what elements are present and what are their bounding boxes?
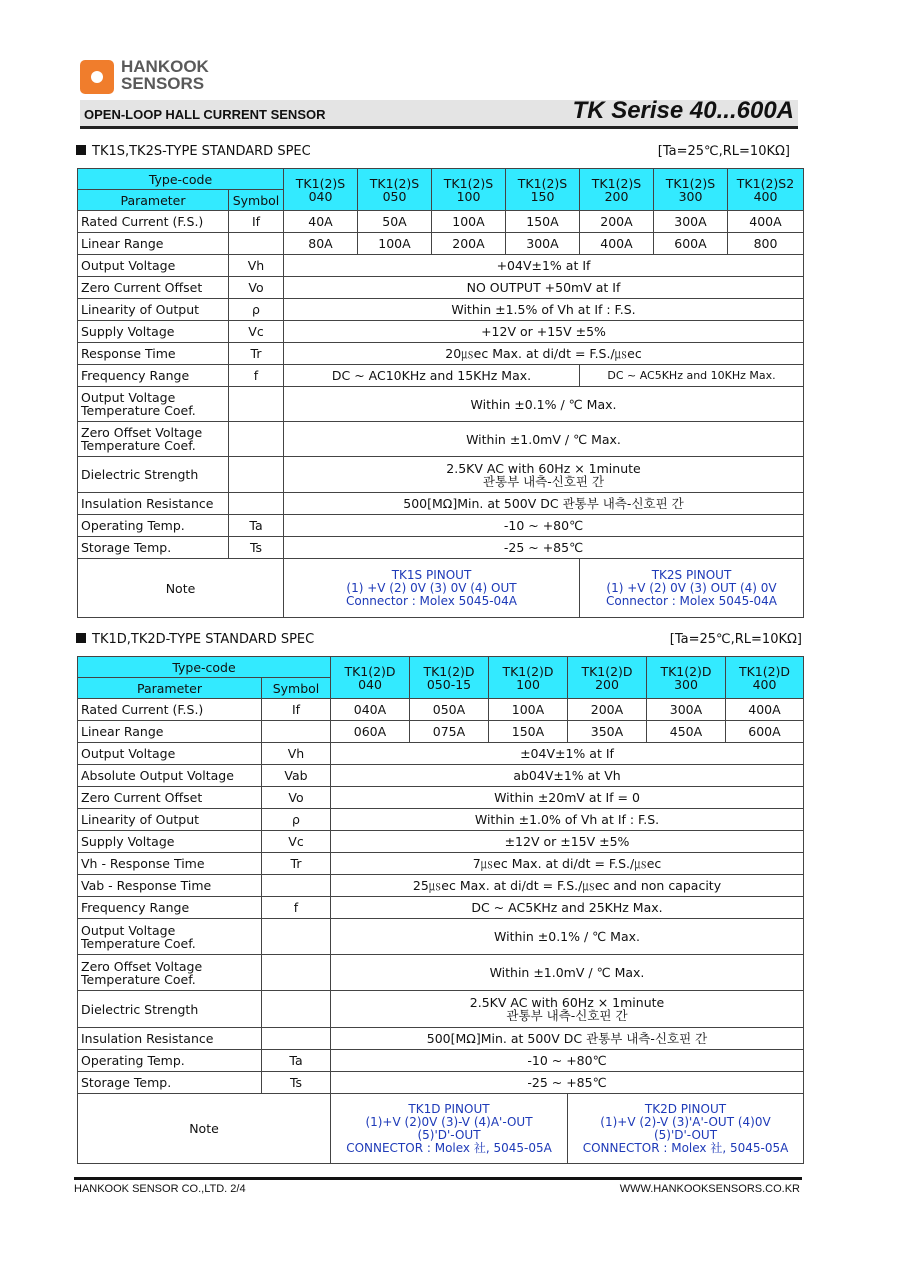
symbol-cell: Tr <box>229 343 284 365</box>
value-cell: 7㎲ec Max. at di/dt = F.S./㎲ec <box>331 853 804 875</box>
model-header: TK1(2)S 040 <box>284 169 358 211</box>
param-cell: Zero Offset Voltage Temperature Coef. <box>78 422 229 457</box>
table-row <box>78 255 804 277</box>
table-row <box>78 387 804 422</box>
param-cell: Frequency Range <box>78 365 229 387</box>
value-cell: 500[MΩ]Min. at 500V DC 관통부 내측-신호핀 간 <box>331 1028 804 1050</box>
symbol-cell: If <box>262 699 331 721</box>
symbol-cell <box>229 493 284 515</box>
table-row <box>78 787 804 809</box>
logo-line-2: SENSORS <box>121 74 205 93</box>
param-cell: Output Voltage Temperature Coef. <box>78 919 262 955</box>
value-cell: Within ±20mV at If = 0 <box>331 787 804 809</box>
table-row <box>78 211 804 233</box>
table-row <box>78 1072 804 1094</box>
table-row <box>78 919 804 955</box>
param-cell: Linearity of Output <box>78 299 229 321</box>
type-code-header: Type-code <box>78 657 331 678</box>
param-cell: Linear Range <box>78 233 229 255</box>
note-label: Note <box>78 559 284 618</box>
section1-title <box>76 144 311 159</box>
section1-title-text: TK1S,TK2S-TYPE STANDARD SPEC <box>92 144 311 159</box>
param-cell: Supply Voltage <box>78 831 262 853</box>
value-cell: +12V or +15V ±5% <box>284 321 804 343</box>
value-cell: 300A <box>647 699 726 721</box>
table-row <box>78 422 804 457</box>
table-row <box>78 721 804 743</box>
symbol-cell: Vab <box>262 765 331 787</box>
table-row <box>78 1094 804 1164</box>
symbol-cell: Vc <box>229 321 284 343</box>
pinout-tk2s: TK2S PINOUT (1) +V (2) 0V (3) OUT (4) 0V Connector : Molex 5045-04A <box>580 559 804 618</box>
table-row <box>78 277 804 299</box>
symbol-cell: Vc <box>262 831 331 853</box>
param-cell: Output Voltage Temperature Coef. <box>78 387 229 422</box>
section2-condition: [Ta=25℃,RL=10KΩ] <box>669 632 802 647</box>
param-cell: Rated Current (F.S.) <box>78 211 229 233</box>
value-cell: NO OUTPUT +50mV at If <box>284 277 804 299</box>
value-cell: 600A <box>726 721 804 743</box>
symbol-header: Symbol <box>229 190 284 211</box>
param-cell: Insulation Resistance <box>78 493 229 515</box>
logo-mark-icon <box>80 60 114 94</box>
pinout-tk2d: TK2D PINOUT (1)+V (2)-V (3)'A'-OUT (4)0V (5)'D'-OUT CONNECTOR : Molex 社, 5045-05A <box>568 1094 804 1164</box>
value-cell: 80A <box>284 233 358 255</box>
document-title: TK Serise 40...600A <box>572 97 794 124</box>
symbol-cell: ρ <box>229 299 284 321</box>
value-cell: DC ~ AC10KHz and 15KHz Max. <box>284 365 580 387</box>
document-subtitle: OPEN-LOOP HALL CURRENT SENSOR <box>84 107 326 122</box>
model-header: TK1(2)S 300 <box>654 169 728 211</box>
table-row <box>78 233 804 255</box>
symbol-cell <box>262 1028 331 1050</box>
table-row <box>78 765 804 787</box>
table-row <box>78 831 804 853</box>
value-cell: 2.5KV AC with 60Hz × 1minute 관통부 내측-신호핀 간 <box>284 457 804 493</box>
table-row <box>78 809 804 831</box>
model-header: TK1(2)S 200 <box>580 169 654 211</box>
parameter-header: Parameter <box>78 678 262 699</box>
value-cell: 200A <box>432 233 506 255</box>
value-cell: 150A <box>489 721 568 743</box>
parameter-header: Parameter <box>78 190 229 211</box>
value-cell: DC ~ AC5KHz and 25KHz Max. <box>331 897 804 919</box>
table-row <box>78 321 804 343</box>
param-cell: Vab - Response Time <box>78 875 262 897</box>
symbol-cell: Ta <box>229 515 284 537</box>
value-cell: Within ±1.0% of Vh at If : F.S. <box>331 809 804 831</box>
pinout-tk1d: TK1D PINOUT (1)+V (2)0V (3)-V (4)A'-OUT (5)'D'-OUT CONNECTOR : Molex 社, 5045-05A <box>331 1094 568 1164</box>
section2-title <box>76 632 314 647</box>
param-cell: Linearity of Output <box>78 809 262 831</box>
table-row <box>78 537 804 559</box>
param-cell: Storage Temp. <box>78 1072 262 1094</box>
value-cell: 075A <box>410 721 489 743</box>
param-cell: Response Time <box>78 343 229 365</box>
param-cell: Operating Temp. <box>78 1050 262 1072</box>
table-row <box>78 743 804 765</box>
value-cell: -25 ~ +85℃ <box>284 537 804 559</box>
value-cell: DC ~ AC5KHz and 10KHz Max. <box>580 365 804 387</box>
bullet-square-icon <box>76 633 86 643</box>
value-cell: 40A <box>284 211 358 233</box>
model-header: TK1(2)S 050 <box>358 169 432 211</box>
value-cell: 450A <box>647 721 726 743</box>
model-header: TK1(2)D 040 <box>331 657 410 699</box>
value-cell: 040A <box>331 699 410 721</box>
model-header: TK1(2)D 400 <box>726 657 804 699</box>
value-cell: 350A <box>568 721 647 743</box>
param-cell: Absolute Output Voltage <box>78 765 262 787</box>
symbol-cell: Vh <box>229 255 284 277</box>
value-cell: ±12V or ±15V ±5% <box>331 831 804 853</box>
symbol-cell <box>229 457 284 493</box>
param-cell: Storage Temp. <box>78 537 229 559</box>
symbol-header: Symbol <box>262 678 331 699</box>
value-cell: -10 ~ +80℃ <box>284 515 804 537</box>
param-cell: Frequency Range <box>78 897 262 919</box>
value-cell: 25㎲ec Max. at di/dt = F.S./㎲ec and non capacity <box>331 875 804 897</box>
value-cell: Within ±0.1% / ℃ Max. <box>284 387 804 422</box>
symbol-cell: Vh <box>262 743 331 765</box>
value-cell: 100A <box>432 211 506 233</box>
symbol-cell: Vo <box>229 277 284 299</box>
bullet-square-icon <box>76 145 86 155</box>
param-cell: Operating Temp. <box>78 515 229 537</box>
section1-condition: [Ta=25℃,RL=10KΩ] <box>657 144 790 159</box>
symbol-cell: Vo <box>262 787 331 809</box>
table-row <box>78 515 804 537</box>
value-cell: 150A <box>506 211 580 233</box>
model-header: TK1(2)S 100 <box>432 169 506 211</box>
pinout-tk1s: TK1S PINOUT (1) +V (2) 0V (3) 0V (4) OUT Connector : Molex 5045-04A <box>284 559 580 618</box>
symbol-cell <box>229 422 284 457</box>
symbol-cell: Ta <box>262 1050 331 1072</box>
section2-title-text: TK1D,TK2D-TYPE STANDARD SPEC <box>92 632 315 647</box>
param-cell: Zero Current Offset <box>78 277 229 299</box>
symbol-cell <box>262 721 331 743</box>
value-cell: -10 ~ +80℃ <box>331 1050 804 1072</box>
table-row <box>78 457 804 493</box>
table-row <box>78 991 804 1028</box>
value-cell: Within ±1.5% of Vh at If : F.S. <box>284 299 804 321</box>
symbol-cell <box>262 991 331 1028</box>
param-cell: Dielectric Strength <box>78 991 262 1028</box>
value-cell: 300A <box>506 233 580 255</box>
logo-line-1: HANKOOK <box>121 57 209 76</box>
footer-website: WWW.HANKOOKSENSORS.CO.KR <box>619 1183 800 1195</box>
value-cell: 20㎲ec Max. at di/dt = F.S./㎲ec <box>284 343 804 365</box>
symbol-cell: f <box>229 365 284 387</box>
model-header: TK1(2)S 150 <box>506 169 580 211</box>
param-cell: Supply Voltage <box>78 321 229 343</box>
param-cell: Vh - Response Time <box>78 853 262 875</box>
footer-company: HANKOOK SENSOR CO.,LTD. 2/4 <box>74 1183 246 1195</box>
value-cell: ab04V±1% at Vh <box>331 765 804 787</box>
param-cell: Zero Offset Voltage Temperature Coef. <box>78 955 262 991</box>
symbol-cell: If <box>229 211 284 233</box>
spec-table-tk1d-tk2d <box>77 656 804 1164</box>
symbol-cell <box>262 919 331 955</box>
table-row <box>78 343 804 365</box>
table-row <box>78 493 804 515</box>
value-cell: 600A <box>654 233 728 255</box>
note-label: Note <box>78 1094 331 1164</box>
symbol-cell <box>229 387 284 422</box>
value-cell: 500[MΩ]Min. at 500V DC 관통부 내측-신호핀 간 <box>284 493 804 515</box>
model-header: TK1(2)D 200 <box>568 657 647 699</box>
type-code-header: Type-code <box>78 169 284 190</box>
value-cell: 100A <box>489 699 568 721</box>
param-cell: Insulation Resistance <box>78 1028 262 1050</box>
symbol-cell: Ts <box>262 1072 331 1094</box>
spec-table-tk1s-tk2s <box>77 168 804 618</box>
param-cell: Zero Current Offset <box>78 787 262 809</box>
value-cell: 200A <box>568 699 647 721</box>
value-cell: Within ±1.0mV / ℃ Max. <box>284 422 804 457</box>
value-cell: +04V±1% at If <box>284 255 804 277</box>
value-cell: 300A <box>654 211 728 233</box>
symbol-cell: Ts <box>229 537 284 559</box>
logo-text <box>121 58 209 92</box>
value-cell: 200A <box>580 211 654 233</box>
table-row <box>78 559 804 618</box>
value-cell: 060A <box>331 721 410 743</box>
symbol-cell <box>262 875 331 897</box>
table-row <box>78 955 804 991</box>
param-cell: Output Voltage <box>78 743 262 765</box>
table-row <box>78 299 804 321</box>
value-cell: ±04V±1% at If <box>331 743 804 765</box>
value-cell: 400A <box>726 699 804 721</box>
symbol-cell <box>262 955 331 991</box>
param-cell: Rated Current (F.S.) <box>78 699 262 721</box>
value-cell: 050A <box>410 699 489 721</box>
value-cell: 100A <box>358 233 432 255</box>
symbol-cell: Tr <box>262 853 331 875</box>
value-cell: -25 ~ +85℃ <box>331 1072 804 1094</box>
value-cell: Within ±0.1% / ℃ Max. <box>331 919 804 955</box>
symbol-cell: f <box>262 897 331 919</box>
value-cell: 400A <box>728 211 804 233</box>
table-row <box>78 1050 804 1072</box>
value-cell: 2.5KV AC with 60Hz × 1minute 관통부 내측-신호핀 간 <box>331 991 804 1028</box>
model-header: TK1(2)D 050-15 <box>410 657 489 699</box>
value-cell: 50A <box>358 211 432 233</box>
symbol-cell <box>229 233 284 255</box>
model-header: TK1(2)D 100 <box>489 657 568 699</box>
footer-divider <box>74 1177 802 1180</box>
symbol-cell: ρ <box>262 809 331 831</box>
table-row <box>78 897 804 919</box>
model-header: TK1(2)D 300 <box>647 657 726 699</box>
document-header <box>80 97 798 129</box>
param-cell: Output Voltage <box>78 255 229 277</box>
table-row <box>78 853 804 875</box>
value-cell: 800 <box>728 233 804 255</box>
value-cell: Within ±1.0mV / ℃ Max. <box>331 955 804 991</box>
model-header: TK1(2)S2 400 <box>728 169 804 211</box>
param-cell: Dielectric Strength <box>78 457 229 493</box>
table-row <box>78 365 804 387</box>
table-row <box>78 1028 804 1050</box>
param-cell: Linear Range <box>78 721 262 743</box>
table-row <box>78 875 804 897</box>
value-cell: 400A <box>580 233 654 255</box>
table-row <box>78 699 804 721</box>
